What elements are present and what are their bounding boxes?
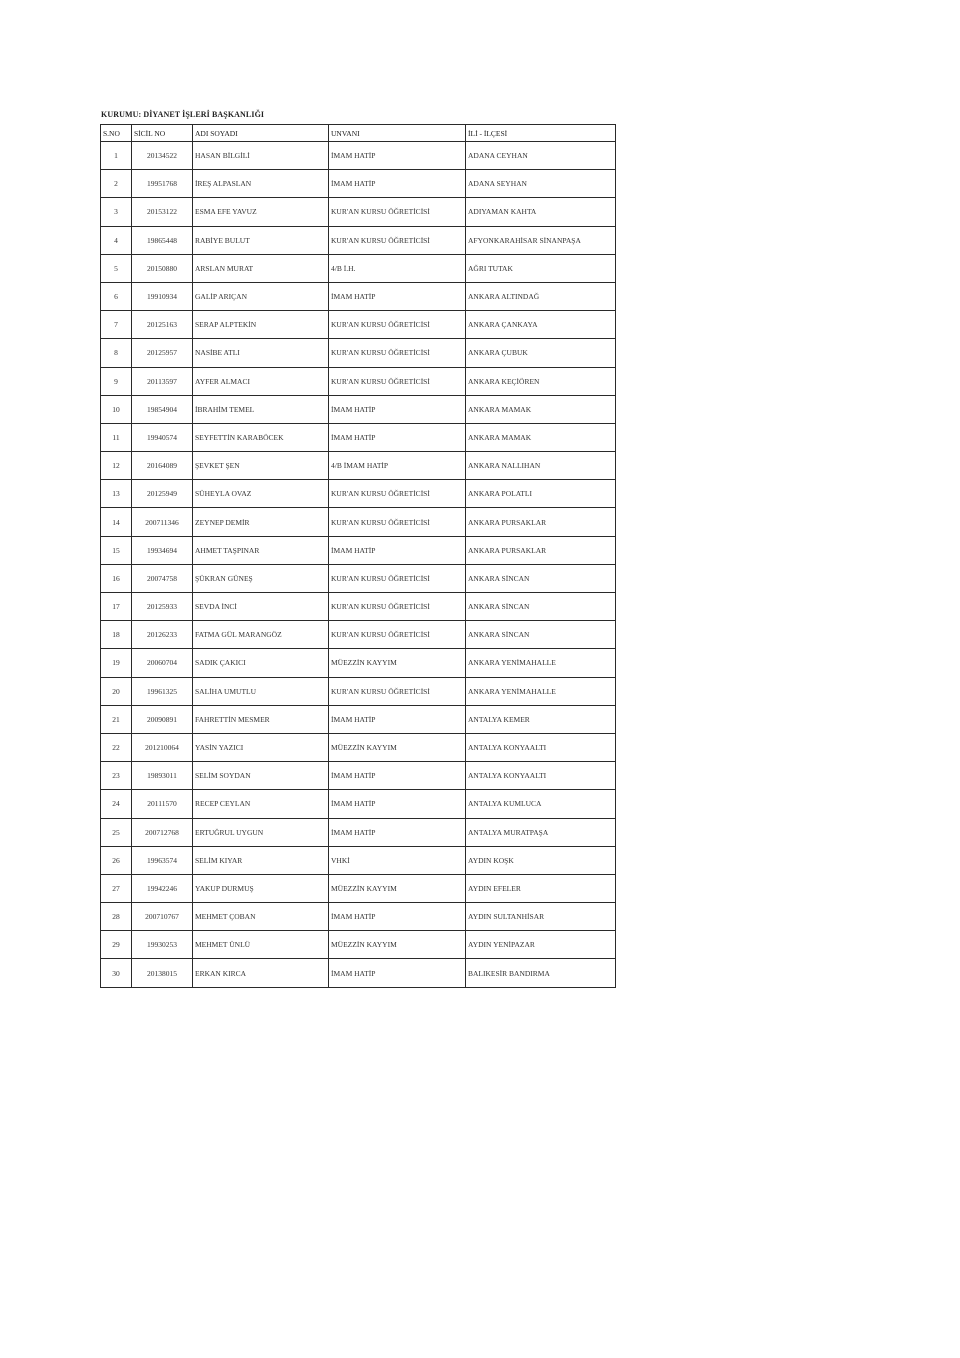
cell-name: ZEYNEP DEMİR — [193, 508, 329, 536]
cell-name: SERAP ALPTEKİN — [193, 311, 329, 339]
header-name: ADI SOYADI — [193, 125, 329, 142]
cell-location: BALIKESİR BANDIRMA — [466, 959, 616, 987]
cell-name: YAKUP DURMUŞ — [193, 874, 329, 902]
cell-name: AHMET TAŞPINAR — [193, 536, 329, 564]
cell-sno: 28 — [101, 903, 132, 931]
cell-sno: 12 — [101, 452, 132, 480]
cell-location: ANKARA PURSAKLAR — [466, 508, 616, 536]
cell-sno: 22 — [101, 733, 132, 761]
cell-sicil-no: 200711346 — [132, 508, 193, 536]
table-body — [101, 142, 616, 988]
cell-sicil-no: 200712768 — [132, 818, 193, 846]
cell-name: SELİM SOYDAN — [193, 762, 329, 790]
table-row — [101, 790, 616, 818]
cell-name: SEYFETTİN KARABÖCEK — [193, 423, 329, 451]
cell-title: İMAM HATİP — [329, 790, 466, 818]
cell-name: ARSLAN MURAT — [193, 254, 329, 282]
cell-name: ERTUĞRUL UYGUN — [193, 818, 329, 846]
cell-sicil-no: 20074758 — [132, 564, 193, 592]
cell-sno: 11 — [101, 423, 132, 451]
cell-location: ANTALYA KUMLUCA — [466, 790, 616, 818]
cell-sicil-no: 200710767 — [132, 903, 193, 931]
cell-sno: 23 — [101, 762, 132, 790]
cell-sno: 17 — [101, 593, 132, 621]
cell-title: VHKİ — [329, 846, 466, 874]
cell-location: AYDIN KOŞK — [466, 846, 616, 874]
cell-sno: 27 — [101, 874, 132, 902]
table-row — [101, 311, 616, 339]
table-row — [101, 508, 616, 536]
cell-title: KUR'AN KURSU ÖĞRETİCİSİ — [329, 311, 466, 339]
cell-title: MÜEZZİN KAYYIM — [329, 931, 466, 959]
cell-sicil-no: 19934694 — [132, 536, 193, 564]
table-row — [101, 142, 616, 170]
table-row — [101, 282, 616, 310]
cell-title: KUR'AN KURSU ÖĞRETİCİSİ — [329, 677, 466, 705]
cell-title: İMAM HATİP — [329, 423, 466, 451]
page-title: KURUMU: DİYANET İŞLERİ BAŞKANLIĞI — [101, 110, 265, 119]
table-row — [101, 677, 616, 705]
cell-sno: 14 — [101, 508, 132, 536]
table-row — [101, 593, 616, 621]
cell-name: ŞEVKET ŞEN — [193, 452, 329, 480]
table-row — [101, 339, 616, 367]
table-row — [101, 931, 616, 959]
cell-sicil-no: 20138015 — [132, 959, 193, 987]
cell-name: RECEP CEYLAN — [193, 790, 329, 818]
table-row — [101, 367, 616, 395]
cell-title: KUR'AN KURSU ÖĞRETİCİSİ — [329, 226, 466, 254]
table-header — [101, 125, 616, 142]
cell-name: HASAN BİLGİLİ — [193, 142, 329, 170]
cell-sicil-no: 19951768 — [132, 170, 193, 198]
cell-title: MÜEZZİN KAYYIM — [329, 649, 466, 677]
table-row — [101, 705, 616, 733]
cell-sicil-no: 19930253 — [132, 931, 193, 959]
cell-location: AFYONKARAHİSAR SİNANPAŞA — [466, 226, 616, 254]
cell-sicil-no: 20150880 — [132, 254, 193, 282]
table-row — [101, 452, 616, 480]
cell-name: SÜHEYLA OVAZ — [193, 480, 329, 508]
cell-name: ERKAN KIRCA — [193, 959, 329, 987]
cell-sicil-no: 19893011 — [132, 762, 193, 790]
cell-location: ANKARA MAMAK — [466, 395, 616, 423]
cell-sno: 2 — [101, 170, 132, 198]
cell-sno: 5 — [101, 254, 132, 282]
cell-sno: 16 — [101, 564, 132, 592]
cell-location: ANKARA POLATLI — [466, 480, 616, 508]
cell-sicil-no: 19963574 — [132, 846, 193, 874]
cell-sno: 26 — [101, 846, 132, 874]
cell-name: ESMA EFE YAVUZ — [193, 198, 329, 226]
table-row — [101, 762, 616, 790]
cell-name: SADIK ÇAKICI — [193, 649, 329, 677]
cell-name: RABİYE BULUT — [193, 226, 329, 254]
cell-location: AYDIN EFELER — [466, 874, 616, 902]
cell-title: 4/B İMAM HATİP — [329, 452, 466, 480]
cell-sicil-no: 20090891 — [132, 705, 193, 733]
cell-location: ANKARA YENİMAHALLE — [466, 649, 616, 677]
cell-sno: 1 — [101, 142, 132, 170]
cell-sicil-no: 19865448 — [132, 226, 193, 254]
cell-sicil-no: 20164089 — [132, 452, 193, 480]
cell-location: ANKARA ÇANKAYA — [466, 311, 616, 339]
cell-name: NASİBE ATLI — [193, 339, 329, 367]
cell-sno: 29 — [101, 931, 132, 959]
cell-location: ANKARA SİNCAN — [466, 564, 616, 592]
cell-title: KUR'AN KURSU ÖĞRETİCİSİ — [329, 480, 466, 508]
cell-title: İMAM HATİP — [329, 762, 466, 790]
cell-location: ANKARA ALTINDAĞ — [466, 282, 616, 310]
table-row — [101, 903, 616, 931]
table-row — [101, 621, 616, 649]
cell-sicil-no: 20113597 — [132, 367, 193, 395]
cell-name: SELİM KIYAR — [193, 846, 329, 874]
cell-title: KUR'AN KURSU ÖĞRETİCİSİ — [329, 593, 466, 621]
cell-name: FATMA GÜL MARANGÖZ — [193, 621, 329, 649]
cell-title: İMAM HATİP — [329, 959, 466, 987]
cell-location: ANKARA ÇUBUK — [466, 339, 616, 367]
cell-sno: 7 — [101, 311, 132, 339]
cell-location: ANTALYA KEMER — [466, 705, 616, 733]
cell-location: AĞRI TUTAK — [466, 254, 616, 282]
cell-sno: 15 — [101, 536, 132, 564]
header-location: İLİ - İLÇESİ — [466, 125, 616, 142]
cell-sno: 25 — [101, 818, 132, 846]
cell-sno: 10 — [101, 395, 132, 423]
table-row — [101, 423, 616, 451]
cell-title: KUR'AN KURSU ÖĞRETİCİSİ — [329, 564, 466, 592]
cell-location: ANKARA SİNCAN — [466, 593, 616, 621]
cell-title: MÜEZZİN KAYYIM — [329, 733, 466, 761]
cell-sno: 8 — [101, 339, 132, 367]
cell-location: ANKARA KEÇİÖREN — [466, 367, 616, 395]
table-row — [101, 649, 616, 677]
cell-sno: 9 — [101, 367, 132, 395]
cell-location: ADANA SEYHAN — [466, 170, 616, 198]
cell-title: İMAM HATİP — [329, 536, 466, 564]
cell-name: MEHMET ÇOBAN — [193, 903, 329, 931]
cell-sicil-no: 201210064 — [132, 733, 193, 761]
cell-title: İMAM HATİP — [329, 818, 466, 846]
cell-sicil-no: 20125957 — [132, 339, 193, 367]
cell-title: İMAM HATİP — [329, 395, 466, 423]
table-row — [101, 254, 616, 282]
cell-sno: 20 — [101, 677, 132, 705]
table-row — [101, 846, 616, 874]
cell-title: İMAM HATİP — [329, 170, 466, 198]
cell-sno: 19 — [101, 649, 132, 677]
cell-sicil-no: 19961325 — [132, 677, 193, 705]
cell-title: MÜEZZİN KAYYIM — [329, 874, 466, 902]
cell-sno: 3 — [101, 198, 132, 226]
cell-sicil-no: 20060704 — [132, 649, 193, 677]
cell-location: AYDIN YENİPAZAR — [466, 931, 616, 959]
cell-title: İMAM HATİP — [329, 705, 466, 733]
cell-location: ANKARA PURSAKLAR — [466, 536, 616, 564]
cell-title: KUR'AN KURSU ÖĞRETİCİSİ — [329, 339, 466, 367]
table-row — [101, 395, 616, 423]
cell-title: KUR'AN KURSU ÖĞRETİCİSİ — [329, 508, 466, 536]
cell-sno: 4 — [101, 226, 132, 254]
table-row — [101, 170, 616, 198]
table-row — [101, 536, 616, 564]
table-row — [101, 198, 616, 226]
cell-location: ANTALYA KONYAALTI — [466, 733, 616, 761]
cell-sicil-no: 19854904 — [132, 395, 193, 423]
cell-sicil-no: 20153122 — [132, 198, 193, 226]
cell-location: ANKARA NALLIHAN — [466, 452, 616, 480]
cell-sicil-no: 20126233 — [132, 621, 193, 649]
cell-title: 4/B İ.H. — [329, 254, 466, 282]
cell-name: AYFER ALMACI — [193, 367, 329, 395]
table-row — [101, 226, 616, 254]
cell-sicil-no: 19942246 — [132, 874, 193, 902]
cell-location: ANKARA MAMAK — [466, 423, 616, 451]
cell-location: ANKARA SİNCAN — [466, 621, 616, 649]
cell-name: FAHRETTİN MESMER — [193, 705, 329, 733]
cell-location: AYDIN SULTANHİSAR — [466, 903, 616, 931]
cell-location: ANKARA YENİMAHALLE — [466, 677, 616, 705]
cell-sicil-no: 20111570 — [132, 790, 193, 818]
cell-name: GALİP ARIÇAN — [193, 282, 329, 310]
cell-sicil-no: 20134522 — [132, 142, 193, 170]
cell-sicil-no: 19940574 — [132, 423, 193, 451]
cell-name: MEHMET ÜNLÜ — [193, 931, 329, 959]
header-title: UNVANI — [329, 125, 466, 142]
cell-location: ANTALYA MURATPAŞA — [466, 818, 616, 846]
table-row — [101, 818, 616, 846]
cell-title: KUR'AN KURSU ÖĞRETİCİSİ — [329, 198, 466, 226]
cell-title: KUR'AN KURSU ÖĞRETİCİSİ — [329, 621, 466, 649]
cell-sno: 30 — [101, 959, 132, 987]
cell-sicil-no: 19910934 — [132, 282, 193, 310]
cell-sno: 6 — [101, 282, 132, 310]
personnel-table — [100, 124, 616, 988]
table-row — [101, 733, 616, 761]
cell-sno: 21 — [101, 705, 132, 733]
cell-name: SEVDA İNCİ — [193, 593, 329, 621]
cell-sicil-no: 20125949 — [132, 480, 193, 508]
cell-title: İMAM HATİP — [329, 903, 466, 931]
cell-sno: 24 — [101, 790, 132, 818]
cell-sno: 13 — [101, 480, 132, 508]
cell-name: YASİN YAZICI — [193, 733, 329, 761]
table-row — [101, 959, 616, 987]
cell-location: ADANA CEYHAN — [466, 142, 616, 170]
cell-name: ŞÜKRAN GÜNEŞ — [193, 564, 329, 592]
cell-title: İMAM HATİP — [329, 282, 466, 310]
cell-location: ANTALYA KONYAALTI — [466, 762, 616, 790]
cell-sicil-no: 20125163 — [132, 311, 193, 339]
cell-name: İBRAHİM TEMEL — [193, 395, 329, 423]
cell-location: ADIYAMAN KAHTA — [466, 198, 616, 226]
table-row — [101, 874, 616, 902]
cell-sicil-no: 20125933 — [132, 593, 193, 621]
cell-name: İREŞ ALPASLAN — [193, 170, 329, 198]
table-row — [101, 564, 616, 592]
cell-name: SALİHA UMUTLU — [193, 677, 329, 705]
header-sicil-no: SİCİL NO — [132, 125, 193, 142]
header-sno: S.NO — [101, 125, 132, 142]
cell-sno: 18 — [101, 621, 132, 649]
cell-title: İMAM HATİP — [329, 142, 466, 170]
cell-title: KUR'AN KURSU ÖĞRETİCİSİ — [329, 367, 466, 395]
header-row — [101, 125, 616, 142]
table-row — [101, 480, 616, 508]
